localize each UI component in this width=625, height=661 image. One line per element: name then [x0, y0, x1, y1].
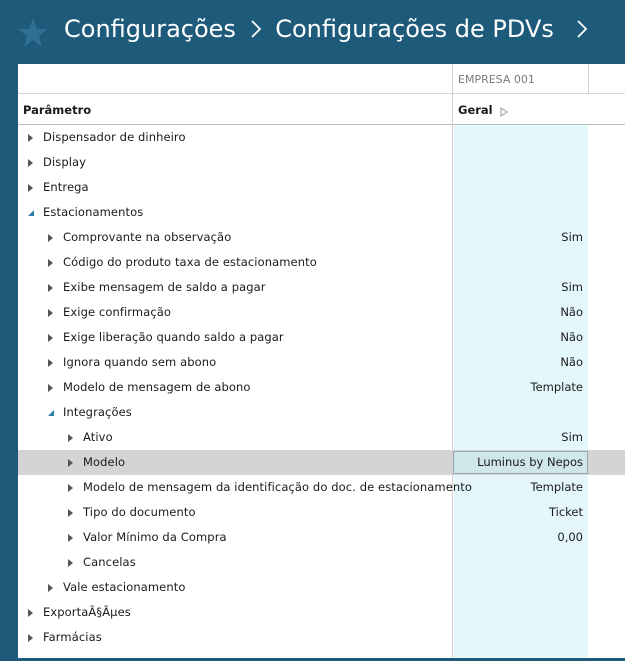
- expand-triangle-icon[interactable]: [68, 509, 73, 517]
- parameter-label: Farmácias: [43, 630, 102, 644]
- tree-row[interactable]: [18, 500, 625, 525]
- parameter-value[interactable]: Template: [530, 380, 583, 394]
- expand-triangle-icon[interactable]: [68, 484, 73, 492]
- expand-triangle-icon[interactable]: [28, 134, 33, 142]
- param-column-header[interactable]: Parâmetro: [23, 103, 92, 117]
- chevron-right-icon[interactable]: [576, 19, 588, 39]
- parameter-label: Tipo do documento: [83, 505, 196, 519]
- parameter-label: Entrega: [43, 180, 89, 194]
- column-divider: [588, 64, 589, 94]
- parameter-label: Estacionamentos: [43, 205, 144, 219]
- parameter-label: Integrações: [63, 405, 132, 419]
- expand-triangle-icon[interactable]: [48, 234, 53, 242]
- expand-triangle-icon[interactable]: [68, 459, 73, 467]
- company-column-label: EMPRESA 001: [458, 73, 535, 86]
- parameter-label: Exige liberação quando saldo a pagar: [63, 330, 284, 344]
- parameter-value[interactable]: 0,00: [557, 530, 583, 544]
- parameter-label: Valor Mínimo da Compra: [83, 530, 227, 544]
- parameter-label: Modelo de mensagem da identificação do doc. de estacionamento: [83, 480, 473, 494]
- expand-triangle-icon[interactable]: [48, 259, 53, 267]
- breadcrumb-configuracoes[interactable]: Configurações: [64, 15, 236, 43]
- parameter-value[interactable]: Ticket: [548, 505, 583, 519]
- tree-row[interactable]: [18, 625, 625, 650]
- favorite-star-icon[interactable]: [17, 17, 49, 49]
- parameter-value[interactable]: Não: [560, 330, 583, 344]
- expand-triangle-icon[interactable]: [48, 334, 53, 342]
- tree-row[interactable]: [18, 475, 625, 500]
- parameter-label: Vale estacionamento: [63, 580, 186, 594]
- chevron-right-icon: [250, 19, 262, 39]
- parameter-label: Modelo: [83, 455, 126, 469]
- expand-triangle-icon[interactable]: [28, 609, 33, 617]
- collapse-triangle-icon[interactable]: [47, 410, 54, 416]
- parameter-label: Comprovante na observação: [63, 230, 232, 244]
- tree-row[interactable]: [18, 375, 625, 400]
- tree-row[interactable]: [18, 350, 625, 375]
- parameter-value[interactable]: Sim: [561, 430, 583, 444]
- general-column-header[interactable]: Geral: [458, 103, 493, 117]
- collapse-triangle-icon[interactable]: [27, 210, 34, 216]
- parameter-value[interactable]: Luminus by Nepos: [477, 455, 583, 469]
- tree-row[interactable]: [18, 325, 625, 350]
- parameter-label: Modelo de mensagem de abono: [63, 380, 251, 394]
- expand-triangle-icon[interactable]: [68, 559, 73, 567]
- tree-row[interactable]: [18, 225, 625, 250]
- tree-row[interactable]: [18, 575, 625, 600]
- parameter-value[interactable]: Sim: [561, 280, 583, 294]
- parameter-label: ExportaÃ§Ãµes: [43, 605, 131, 619]
- expand-triangle-icon[interactable]: [28, 634, 33, 642]
- tree-row[interactable]: [18, 425, 625, 450]
- grid-column-header: [18, 94, 625, 125]
- breadcrumb-configuracoes-pdvs[interactable]: Configurações de PDVs: [275, 15, 554, 43]
- tree-row[interactable]: [18, 150, 625, 175]
- parameter-label: Exige confirmação: [63, 305, 172, 319]
- tree-row[interactable]: [18, 600, 625, 625]
- parameter-label: Exibe mensagem de saldo a pagar: [63, 280, 266, 294]
- parameter-label: Ativo: [83, 430, 113, 444]
- parameter-label: Código do produto taxa de estacionamento: [63, 255, 317, 269]
- parameter-value[interactable]: Sim: [561, 230, 583, 244]
- tree-row[interactable]: [18, 200, 625, 225]
- tree-row[interactable]: [18, 300, 625, 325]
- breadcrumb: [64, 14, 594, 43]
- parameter-value[interactable]: Não: [560, 355, 583, 369]
- expand-triangle-icon[interactable]: [68, 534, 73, 542]
- parameter-label: Ignora quando sem abono: [63, 355, 217, 369]
- tree-row[interactable]: [18, 125, 625, 150]
- tree-row[interactable]: [18, 250, 625, 275]
- expand-triangle-icon[interactable]: [68, 434, 73, 442]
- tree-row[interactable]: [18, 175, 625, 200]
- parameter-label: Display: [43, 155, 87, 169]
- parameter-value[interactable]: Não: [560, 305, 583, 319]
- parameter-label: Cancelas: [83, 555, 136, 569]
- expand-column-icon[interactable]: [500, 107, 508, 117]
- app-header: [0, 0, 625, 64]
- tree-row[interactable]: [18, 400, 625, 425]
- parameter-tree: [18, 125, 625, 650]
- grid-company-header: [18, 64, 625, 94]
- tree-row[interactable]: [18, 525, 625, 550]
- parameter-value[interactable]: Template: [530, 480, 583, 494]
- expand-triangle-icon[interactable]: [48, 584, 53, 592]
- expand-triangle-icon[interactable]: [48, 384, 53, 392]
- expand-triangle-icon[interactable]: [48, 309, 53, 317]
- tree-row[interactable]: [18, 450, 625, 475]
- tree-row[interactable]: [18, 550, 625, 575]
- parameter-label: Dispensador de dinheiro: [43, 130, 186, 144]
- expand-triangle-icon[interactable]: [28, 184, 33, 192]
- expand-triangle-icon[interactable]: [48, 284, 53, 292]
- expand-triangle-icon[interactable]: [28, 159, 33, 167]
- tree-row[interactable]: [18, 275, 625, 300]
- parameters-grid: [18, 64, 625, 658]
- expand-triangle-icon[interactable]: [48, 359, 53, 367]
